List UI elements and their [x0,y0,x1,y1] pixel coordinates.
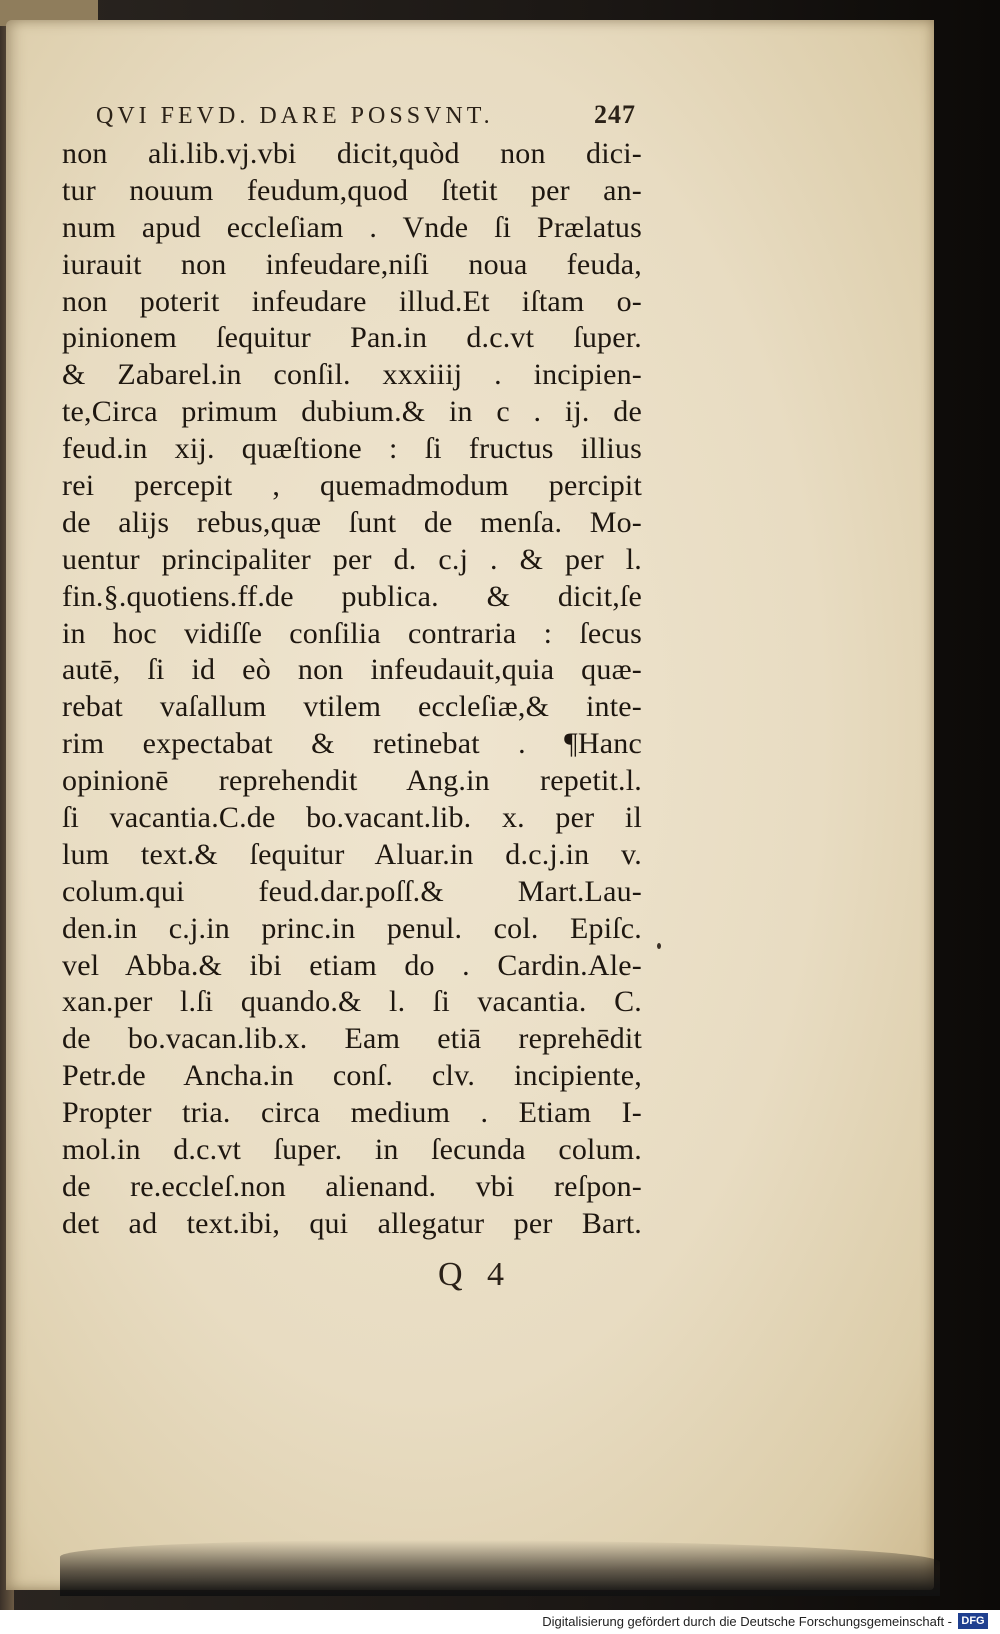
signature-mark: Q 4 [438,1256,513,1293]
page-bottom-edge [60,1540,940,1596]
running-head [96,100,636,134]
text-line: rei percepit , quemadmodum percipit [62,469,642,503]
text-line: non poterit infeudare illud.Et iſtam o- [62,284,642,318]
text-line: feud.in xij. quæſtione : ſi fructus illius [62,432,642,466]
text-line: opinionē reprehendit Ang.in repetit.l. [62,764,642,798]
running-head-title: QVI FEVD. DARE POSSVNT. [96,103,494,129]
text-line: pinionem ſequitur Pan.in d.c.vt ſuper. [62,321,642,355]
text-line: ſi vacantia.C.de bo.vacant.lib. x. per il [62,801,642,835]
text-line: rim expectabat & retinebat . ¶Hanc [62,727,642,761]
text-line: xan.per l.ſi quando.& l. ſi vacantia. C. [62,985,642,1019]
text-line: vel Abba.& ibi etiam do . Cardin.Ale- [62,948,642,982]
page-number: 247 [594,100,636,129]
text-line: mol.in d.c.vt ſuper. in ſecunda colum. [62,1133,642,1167]
text-line: & Zabarel.in conſil. xxxiiij . incipien- [62,358,642,392]
text-line: num apud eccleſiam . Vnde ſi Prælatus [62,210,642,244]
text-line: de bo.vacan.lib.x. Eam etiā reprehēdit [62,1022,642,1056]
funding-credit: Digitalisierung gefördert durch die Deutsche Forschungsgemeinschaft - [542,1614,952,1629]
text-line: fin.§.quotiens.ff.de publica. & dicit,ſe [62,579,642,613]
text-line: det ad text.ibi, qui allegatur per Bart. [62,1206,642,1240]
text-line: in hoc vidiſſe conſilia contraria : ſecus [62,616,642,650]
text-line: tur nouum feudum,quod ſtetit per an- [62,173,642,207]
text-line: autē, ſi id eò non infeudauit,quia quæ- [62,653,642,687]
dfg-logo-icon: DFG [958,1613,988,1629]
text-line: den.in c.j.in princ.in penul. col. Epiſc. [62,911,642,945]
text-line: non ali.lib.vj.vbi dicit,quòd non dici- [62,137,642,170]
body-text [62,136,642,1243]
text-line: Petr.de Ancha.in conſ. clv. incipiente, [62,1059,642,1093]
text-line: de aliјs rebus,quæ ſunt de menſa. Mo- [62,505,642,539]
text-line: colum.qui feud.dar.poſſ.& Mart.Lau- [62,874,642,908]
text-line: uentur principaliter per d. c.j . & per l. [62,542,642,576]
text-line: iurauit non infeudare,niſi noua feuda, [62,247,642,281]
ink-speck [657,943,661,949]
text-line: Propter tria. circa medium . Etiam I- [62,1096,642,1130]
text-line: te,Circa primum dubium.& in c . ij. de [62,395,642,429]
text-line: lum text.& ſequitur Aluar.in d.c.j.in v. [62,837,642,871]
text-line: de re.eccleſ.non alienand. vbi reſpon- [62,1169,642,1203]
text-line: rebat vaſallum vtilem eccleſiæ,& inte- [62,690,642,724]
